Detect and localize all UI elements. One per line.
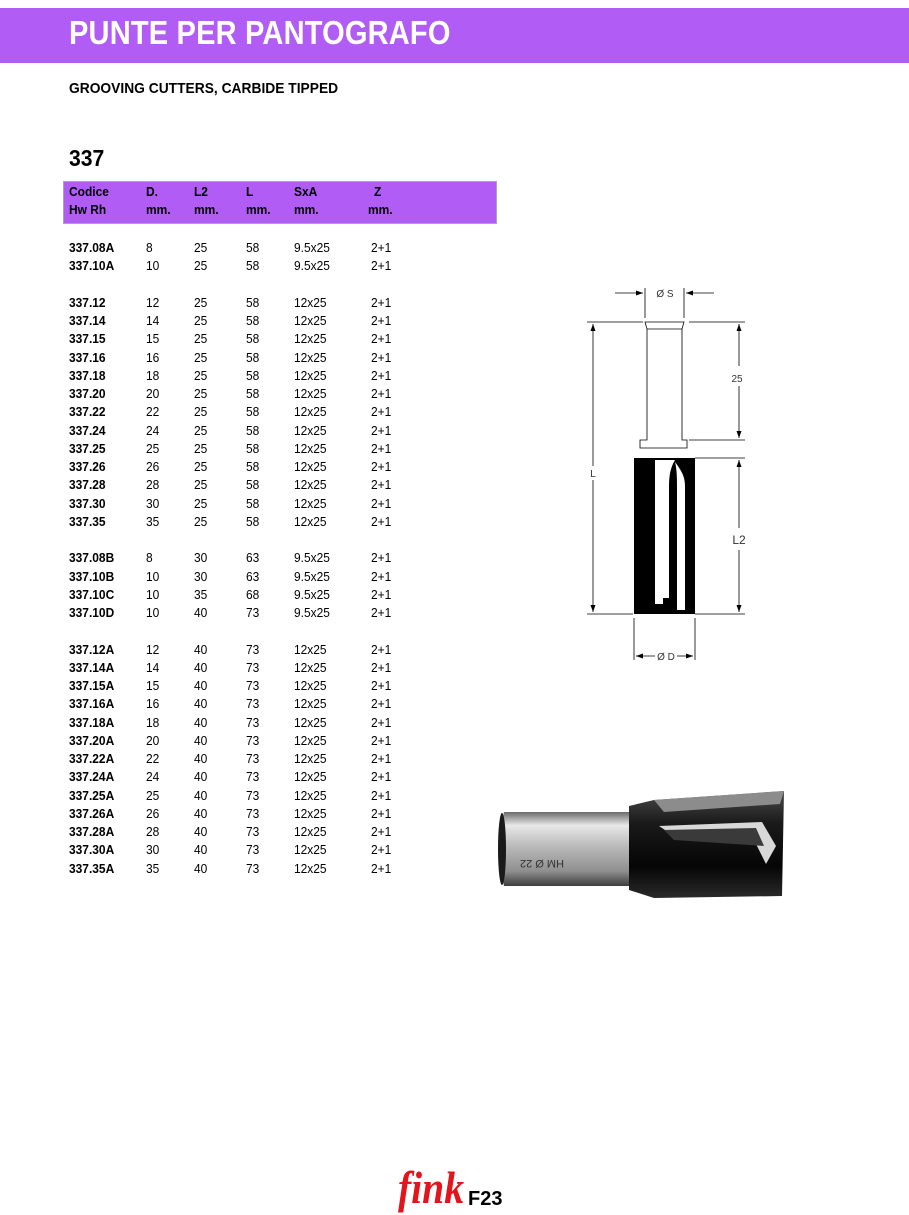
table-cell: 2+1 bbox=[371, 714, 392, 730]
table-cell: 14 bbox=[146, 659, 160, 675]
column-unit-3: mm. bbox=[246, 202, 271, 217]
table-cell: 40 bbox=[194, 769, 208, 785]
table-cell: 73 bbox=[246, 678, 260, 693]
table-cell: 12x25 bbox=[294, 386, 327, 401]
table-cell: 12x25 bbox=[294, 422, 327, 438]
product-code: 337.22A bbox=[69, 751, 115, 766]
page-subtitle: GROOVING CUTTERS, CARBIDE TIPPED bbox=[69, 80, 339, 97]
table-cell: 2+1 bbox=[371, 331, 392, 347]
table-cell: 22 bbox=[146, 751, 160, 766]
table-cell: 14 bbox=[146, 313, 160, 328]
table-cell: 40 bbox=[194, 696, 208, 712]
product-code: 337.35A bbox=[69, 860, 115, 876]
table-cell: 10 bbox=[146, 586, 160, 602]
column-header-1: D. bbox=[146, 184, 158, 199]
product-code: 337.25A bbox=[69, 787, 115, 803]
table-cell: 2+1 bbox=[371, 349, 392, 365]
product-code: 337.10A bbox=[69, 258, 115, 274]
table-cell: 58 bbox=[246, 495, 260, 511]
table-cell: 12x25 bbox=[294, 787, 327, 803]
table-cell: 10 bbox=[146, 258, 160, 274]
table-cell: 8 bbox=[146, 550, 153, 566]
product-code: 337.12 bbox=[69, 294, 106, 310]
table-cell: 40 bbox=[194, 605, 208, 620]
product-code: 337.22 bbox=[69, 404, 106, 420]
cutter-dimension-diagram bbox=[585, 280, 755, 665]
table-cell: 73 bbox=[246, 659, 260, 675]
table-cell: 30 bbox=[146, 842, 160, 858]
table-cell: 2+1 bbox=[371, 787, 392, 803]
column-header-2: L2 bbox=[194, 184, 208, 199]
table-cell: 12 bbox=[146, 294, 160, 310]
table-cell: 25 bbox=[194, 513, 208, 529]
table-cell: 40 bbox=[194, 751, 208, 766]
table-cell: 40 bbox=[194, 641, 208, 657]
product-code: 337.08B bbox=[69, 550, 115, 566]
table-cell: 12x25 bbox=[294, 641, 327, 657]
table-cell: 63 bbox=[246, 568, 260, 584]
table-cell: 2+1 bbox=[371, 842, 392, 858]
table-cell: 30 bbox=[194, 568, 208, 584]
table-cell: 2+1 bbox=[371, 313, 392, 328]
product-code: 337.18A bbox=[69, 714, 115, 730]
table-cell: 35 bbox=[146, 860, 160, 876]
table-cell: 28 bbox=[146, 477, 160, 493]
table-cell: 20 bbox=[146, 732, 160, 748]
cutting-length-label: L2 bbox=[732, 533, 746, 547]
table-cell: 12x25 bbox=[294, 459, 327, 474]
page-title: PUNTE PER PANTOGRAFO bbox=[69, 14, 451, 51]
product-code: 337.14A bbox=[69, 659, 115, 675]
table-cell: 12x25 bbox=[294, 440, 327, 456]
shank-length-label: 25 bbox=[731, 374, 743, 385]
column-unit-5: mm. bbox=[368, 202, 393, 217]
table-cell: 2+1 bbox=[371, 641, 392, 657]
table-cell: 2+1 bbox=[371, 513, 392, 529]
table-cell: 2+1 bbox=[371, 240, 392, 255]
table-cell: 9.5x25 bbox=[294, 586, 330, 602]
page-number: F23 bbox=[468, 1188, 503, 1210]
table-cell: 9.5x25 bbox=[294, 550, 330, 566]
table-cell: 58 bbox=[246, 367, 260, 383]
product-code: 337.28A bbox=[69, 824, 115, 839]
column-header-4: SxA bbox=[294, 184, 318, 199]
table-cell: 73 bbox=[246, 824, 260, 839]
table-cell: 9.5x25 bbox=[294, 605, 330, 620]
shank-diameter-label: Ø S bbox=[656, 289, 674, 300]
table-cell: 25 bbox=[146, 787, 160, 803]
product-code: 337.24 bbox=[69, 422, 106, 438]
table-cell: 15 bbox=[146, 331, 160, 347]
table-cell: 2+1 bbox=[371, 550, 392, 566]
table-cell: 58 bbox=[246, 386, 260, 401]
table-cell: 25 bbox=[194, 386, 208, 401]
table-cell: 58 bbox=[246, 240, 260, 255]
table-cell: 2+1 bbox=[371, 732, 392, 748]
table-cell: 9.5x25 bbox=[294, 240, 330, 255]
table-cell: 35 bbox=[146, 513, 160, 529]
table-cell: 2+1 bbox=[371, 696, 392, 712]
table-cell: 2+1 bbox=[371, 495, 392, 511]
table-cell: 2+1 bbox=[371, 422, 392, 438]
product-code: 337.30A bbox=[69, 842, 115, 858]
table-cell: 2+1 bbox=[371, 751, 392, 766]
logo-text: fink bbox=[398, 1162, 464, 1213]
table-cell: 25 bbox=[146, 440, 160, 456]
table-cell: 12x25 bbox=[294, 769, 327, 785]
table-cell: 73 bbox=[246, 605, 260, 620]
table-cell: 12x25 bbox=[294, 714, 327, 730]
table-cell: 18 bbox=[146, 714, 160, 730]
table-cell: 58 bbox=[246, 477, 260, 493]
column-unit-2: mm. bbox=[194, 202, 219, 217]
series-number: 337 bbox=[69, 145, 105, 171]
table-cell: 2+1 bbox=[371, 659, 392, 675]
product-code: 337.35 bbox=[69, 513, 106, 529]
table-cell: 2+1 bbox=[371, 678, 392, 693]
table-cell: 12x25 bbox=[294, 678, 327, 693]
table-cell: 25 bbox=[194, 404, 208, 420]
table-cell: 40 bbox=[194, 787, 208, 803]
product-code: 337.12A bbox=[69, 641, 115, 657]
table-cell: 25 bbox=[194, 422, 208, 438]
table-cell: 12x25 bbox=[294, 331, 327, 347]
product-code: 337.26A bbox=[69, 805, 115, 821]
product-code: 337.08A bbox=[69, 240, 115, 255]
table-cell: 40 bbox=[194, 842, 208, 858]
table-cell: 15 bbox=[146, 678, 160, 693]
table-cell: 12x25 bbox=[294, 294, 327, 310]
product-code: 337.30 bbox=[69, 495, 106, 511]
column-unit-0: Hw Rh bbox=[69, 202, 107, 217]
product-code: 337.14 bbox=[69, 313, 106, 328]
table-cell: 35 bbox=[194, 586, 208, 602]
table-cell: 2+1 bbox=[371, 805, 392, 821]
table-cell: 58 bbox=[246, 349, 260, 365]
product-code: 337.10C bbox=[69, 586, 115, 602]
column-header-0: Codice bbox=[69, 184, 109, 199]
table-cell: 58 bbox=[246, 422, 260, 438]
product-code: 337.16 bbox=[69, 349, 106, 365]
table-cell: 2+1 bbox=[371, 769, 392, 785]
table-cell: 18 bbox=[146, 367, 160, 383]
product-code: 337.16A bbox=[69, 696, 115, 712]
table-cell: 10 bbox=[146, 568, 160, 584]
table-cell: 25 bbox=[194, 294, 208, 310]
table-cell: 25 bbox=[194, 495, 208, 511]
diameter-label: Ø D bbox=[657, 652, 675, 663]
table-cell: 9.5x25 bbox=[294, 568, 330, 584]
table-cell: 2+1 bbox=[371, 294, 392, 310]
product-code: 337.24A bbox=[69, 769, 115, 785]
table-cell: 8 bbox=[146, 240, 153, 255]
table-cell: 12x25 bbox=[294, 477, 327, 493]
table-cell: 24 bbox=[146, 422, 160, 438]
table-cell: 40 bbox=[194, 860, 208, 876]
column-header-5: Z bbox=[374, 184, 382, 199]
table-cell: 58 bbox=[246, 331, 260, 347]
table-cell: 2+1 bbox=[371, 459, 392, 474]
table-cell: 73 bbox=[246, 732, 260, 748]
table-cell: 40 bbox=[194, 824, 208, 839]
column-unit-4: mm. bbox=[294, 202, 319, 217]
table-cell: 73 bbox=[246, 842, 260, 858]
table-cell: 25 bbox=[194, 349, 208, 365]
table-cell: 73 bbox=[246, 751, 260, 766]
table-cell: 12x25 bbox=[294, 367, 327, 383]
table-cell: 12x25 bbox=[294, 349, 327, 365]
engraving-text: HM Ø 22 bbox=[519, 857, 564, 869]
table-cell: 25 bbox=[194, 459, 208, 474]
table-cell: 40 bbox=[194, 714, 208, 730]
table-cell: 58 bbox=[246, 294, 260, 310]
product-code: 337.15 bbox=[69, 331, 106, 347]
table-cell: 30 bbox=[146, 495, 160, 511]
table-cell: 68 bbox=[246, 586, 260, 602]
table-cell: 2+1 bbox=[371, 386, 392, 401]
product-code: 337.28 bbox=[69, 477, 106, 493]
table-cell: 58 bbox=[246, 258, 260, 274]
table-cell: 16 bbox=[146, 349, 160, 365]
table-cell: 40 bbox=[194, 659, 208, 675]
table-cell: 22 bbox=[146, 404, 160, 420]
table-cell: 28 bbox=[146, 824, 160, 839]
table-cell: 2+1 bbox=[371, 605, 392, 620]
table-cell: 2+1 bbox=[371, 404, 392, 420]
table-cell: 2+1 bbox=[371, 440, 392, 456]
table-cell: 73 bbox=[246, 860, 260, 876]
table-cell: 20 bbox=[146, 386, 160, 401]
table-cell: 26 bbox=[146, 459, 160, 474]
table-cell: 10 bbox=[146, 605, 160, 620]
product-code: 337.26 bbox=[69, 459, 106, 474]
table-cell: 12x25 bbox=[294, 659, 327, 675]
table-cell: 58 bbox=[246, 313, 260, 328]
table-cell: 12x25 bbox=[294, 860, 327, 876]
table-header bbox=[63, 181, 497, 224]
table-cell: 12x25 bbox=[294, 751, 327, 766]
table-cell: 58 bbox=[246, 513, 260, 529]
product-code: 337.20 bbox=[69, 386, 106, 401]
table-cell: 58 bbox=[246, 404, 260, 420]
table-cell: 12 bbox=[146, 641, 160, 657]
table-cell: 40 bbox=[194, 732, 208, 748]
table-cell: 25 bbox=[194, 477, 208, 493]
table-cell: 2+1 bbox=[371, 860, 392, 876]
table-cell: 73 bbox=[246, 805, 260, 821]
table-cell: 25 bbox=[194, 440, 208, 456]
table-cell: 25 bbox=[194, 240, 208, 255]
product-code: 337.25 bbox=[69, 440, 106, 456]
table-cell: 63 bbox=[246, 550, 260, 566]
table-cell: 12x25 bbox=[294, 495, 327, 511]
table-cell: 2+1 bbox=[371, 586, 392, 602]
table-cell: 12x25 bbox=[294, 732, 327, 748]
table-cell: 40 bbox=[194, 678, 208, 693]
table-cell: 12x25 bbox=[294, 513, 327, 529]
table-cell: 25 bbox=[194, 367, 208, 383]
table-cell: 12x25 bbox=[294, 404, 327, 420]
table-cell: 12x25 bbox=[294, 824, 327, 839]
table-cell: 40 bbox=[194, 805, 208, 821]
table-cell: 26 bbox=[146, 805, 160, 821]
table-cell: 25 bbox=[194, 313, 208, 328]
table-cell: 12x25 bbox=[294, 842, 327, 858]
table-cell: 58 bbox=[246, 440, 260, 456]
table-cell: 73 bbox=[246, 696, 260, 712]
column-header-3: L bbox=[246, 184, 254, 199]
table-cell: 2+1 bbox=[371, 258, 392, 274]
table-cell: 12x25 bbox=[294, 696, 327, 712]
table-cell: 16 bbox=[146, 696, 160, 712]
table-cell: 2+1 bbox=[371, 824, 392, 839]
table-cell: 25 bbox=[194, 258, 208, 274]
fink-logo bbox=[398, 1162, 466, 1213]
table-cell: 12x25 bbox=[294, 805, 327, 821]
column-unit-1: mm. bbox=[146, 202, 171, 217]
table-cell: 12x25 bbox=[294, 313, 327, 328]
product-code: 337.10D bbox=[69, 605, 115, 620]
table-cell: 73 bbox=[246, 714, 260, 730]
total-length-label: L bbox=[590, 469, 596, 480]
table-cell: 73 bbox=[246, 787, 260, 803]
table-cell: 2+1 bbox=[371, 568, 392, 584]
table-cell: 2+1 bbox=[371, 477, 392, 493]
table-cell: 9.5x25 bbox=[294, 258, 330, 274]
cutter-product-photo bbox=[494, 786, 786, 901]
product-code: 337.15A bbox=[69, 678, 115, 693]
product-code: 337.18 bbox=[69, 367, 106, 383]
table-cell: 24 bbox=[146, 769, 160, 785]
table-cell: 73 bbox=[246, 769, 260, 785]
product-code: 337.10B bbox=[69, 568, 115, 584]
product-code: 337.20A bbox=[69, 732, 115, 748]
table-cell: 2+1 bbox=[371, 367, 392, 383]
table-cell: 58 bbox=[246, 459, 260, 474]
table-cell: 25 bbox=[194, 331, 208, 347]
table-cell: 73 bbox=[246, 641, 260, 657]
table-cell: 30 bbox=[194, 550, 208, 566]
